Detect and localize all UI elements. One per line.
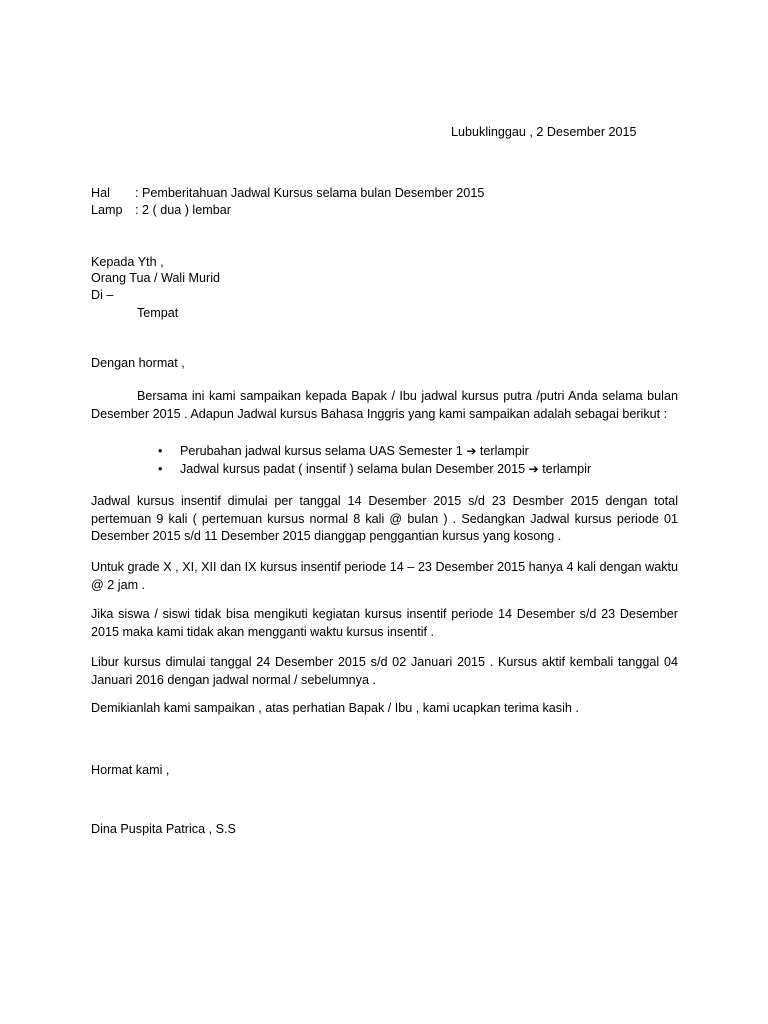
bullet-icon: • [158, 444, 163, 458]
paragraph-closing-remark: Demikianlah kami sampaikan , atas perhatian Bapak / Ibu , kami ucapkan terima kasih . [91, 701, 579, 715]
arrow-right-icon: ➔ [528, 462, 539, 476]
recipient-line-1: Kepada Yth , [91, 255, 164, 269]
intro-paragraph: Bersama ini kami sampaikan kepada Bapak / Ibu jadwal kursus putra /putri Anda selama bulan Desember 2015 . Adapun Jadwal kursus Bahasa Inggris yang kami sampaikan adalah sebagai berikut : [91, 389, 678, 421]
recipient-line-4: Tempat [137, 306, 179, 320]
lamp-label: Lamp [91, 203, 123, 217]
attachment-list [158, 442, 591, 478]
list-item [158, 442, 591, 460]
hal-value: : Pemberitahuan Jadwal Kursus selama bulan Desember 2015 [135, 186, 485, 200]
hal-label: Hal [91, 186, 110, 200]
list-item-suffix: terlampir [542, 462, 592, 476]
list-item-text: Perubahan jadwal kursus selama UAS Semester 1 [180, 444, 463, 458]
bullet-icon: • [158, 462, 163, 476]
paragraph-holiday: Libur kursus dimulai tanggal 24 Desember 2015 s/d 02 Januari 2015 . Kursus aktif kembali tanggal 04 Januari 2016 dengan jadwal normal / sebelumnya . [91, 655, 678, 687]
recipient-line-3: Di – [91, 288, 114, 302]
recipient-line-2: Orang Tua / Wali Murid [91, 271, 221, 285]
arrow-right-icon: ➔ [466, 444, 477, 458]
list-item-text: Jadwal kursus padat ( insentif ) selama bulan Desember 2015 [180, 462, 526, 476]
paragraph-grades: Untuk grade X , XI, XII dan IX kursus insentif periode 14 – 23 Desember 2015 hanya 4 kali dengan waktu @ 2 jam . [91, 560, 678, 592]
place-date: Lubuklinggau , 2 Desember 2015 [451, 125, 637, 139]
signer-name: Dina Puspita Patrica , S.S [91, 822, 236, 836]
closing-salutation: Hormat kami , [91, 763, 170, 777]
paragraph-schedule: Jadwal kursus insentif dimulai per tanggal 14 Desember 2015 s/d 23 Desmber 2015 dengan total pertemuan 9 kali ( pertemuan kursus normal 8 kali @ bulan ) . Sedangkan Jadwal kursus periode 01 Desember 2015 s/d 11 Desember 2015 dianggap penggantian kursus yang kosong . [91, 494, 678, 543]
greeting: Dengan hormat , [91, 356, 185, 370]
lamp-value: : 2 ( dua ) lembar [135, 203, 231, 217]
list-item-suffix: terlampir [479, 444, 529, 458]
list-item [158, 460, 591, 478]
paragraph-absence: Jika siswa / siswi tidak bisa mengikuti kegiatan kursus insentif periode 14 Desember s/d 23 Desember 2015 maka kami tidak akan mengganti waktu kursus insentif . [91, 607, 678, 639]
